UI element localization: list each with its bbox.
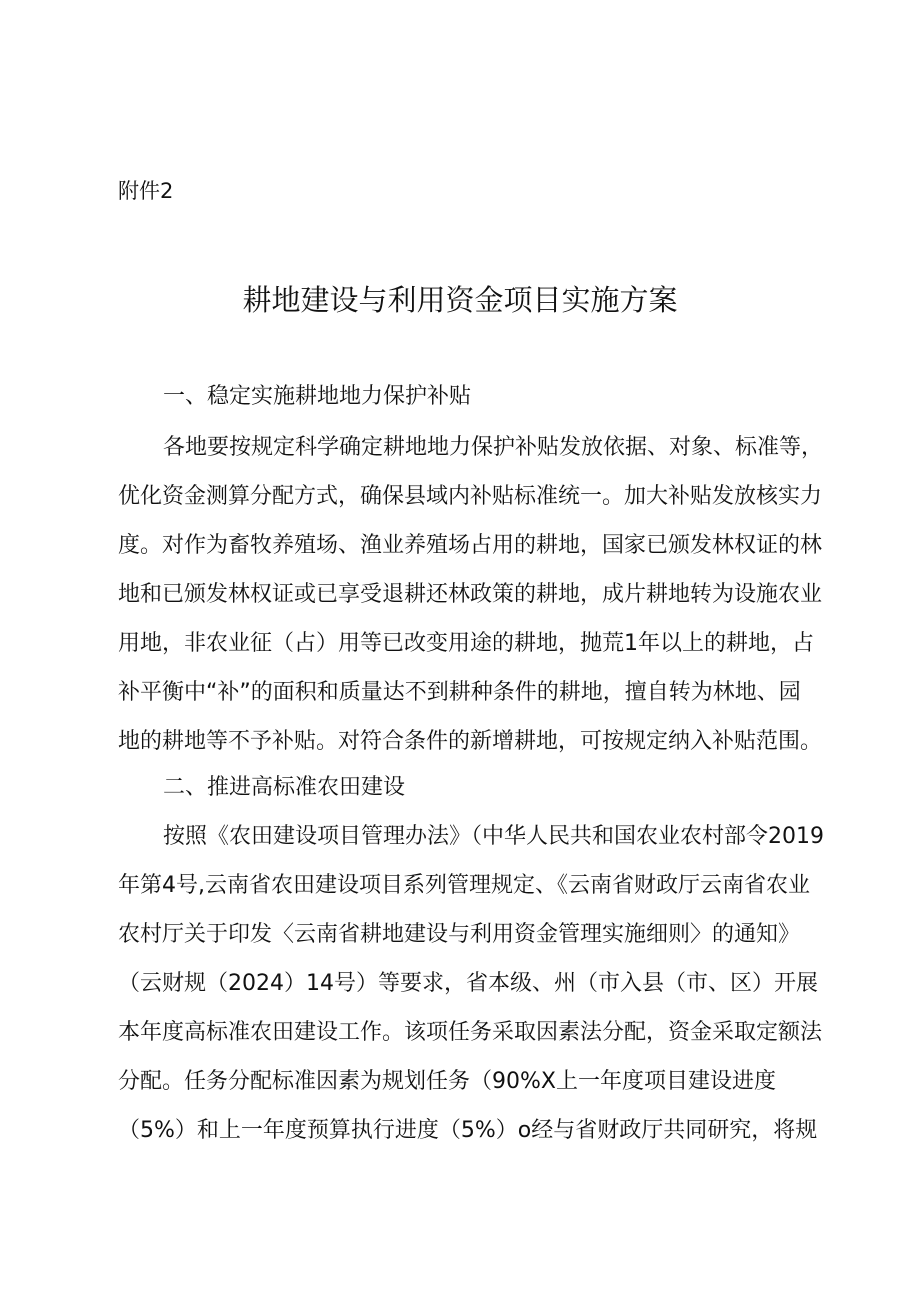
paragraph-line: 度。对作为畜牧养殖场、渔业养殖场占用的耕地，国家已颁发林权证的林 (118, 533, 823, 558)
paragraph-line: 地的耕地等不予补贴。对符合条件的新增耕地，可按规定纳入补贴范围。 (118, 729, 823, 754)
paragraph-line: 农村厅关于印发〈云南省耕地建设与利用资金管理实施细则〉的通知》 (118, 922, 801, 947)
section-heading-1: 一、稳定实施耕地地力保护补贴 (163, 384, 472, 409)
paragraph-line: 用地，非农业征（占）用等已改变用途的耕地，抛荒1年以上的耕地，占 (118, 631, 814, 656)
paragraph-line: 按照《农田建设项目管理办法》（中华人民共和国农业农村部令2019 (163, 824, 824, 849)
attachment-label: 附件2 (118, 179, 174, 203)
paragraph-line: 补平衡中“补”的面积和质量达不到耕种条件的耕地，擅自转为林地、园 (118, 680, 801, 705)
paragraph-line: 本年度高标准农田建设工作。该项任务采取因素法分配，资金采取定额法 (118, 1020, 823, 1045)
document-title: 耕地建设与利用资金项目实施方案 (242, 283, 678, 317)
section-heading-2: 二、推进高标准农田建设 (163, 775, 406, 800)
paragraph-line: （5%）和上一年度预算执行进度（5%）o经与省财政厅共同研究，将规 (118, 1118, 818, 1143)
paragraph-line: 年第4号,云南省农田建设项目系列管理规定、《云南省财政厅云南省农业 (118, 873, 810, 898)
paragraph-line: 优化资金测算分配方式，确保县域内补贴标准统一。加大补贴发放核实力 (118, 484, 823, 509)
paragraph-line: 分配。任务分配标准因素为规划任务（90%X上一年度项目建设进度 (118, 1069, 776, 1094)
paragraph-line: （云财规（2024）14号）等要求，省本级、州（市入县（市、区）开展 (118, 971, 818, 996)
paragraph-line: 各地要按规定科学确定耕地地力保护补贴发放依据、对象、标准等， (163, 435, 824, 460)
paragraph-line: 地和已颁发林权证或已享受退耕还林政策的耕地，成片耕地转为设施农业 (118, 582, 823, 607)
